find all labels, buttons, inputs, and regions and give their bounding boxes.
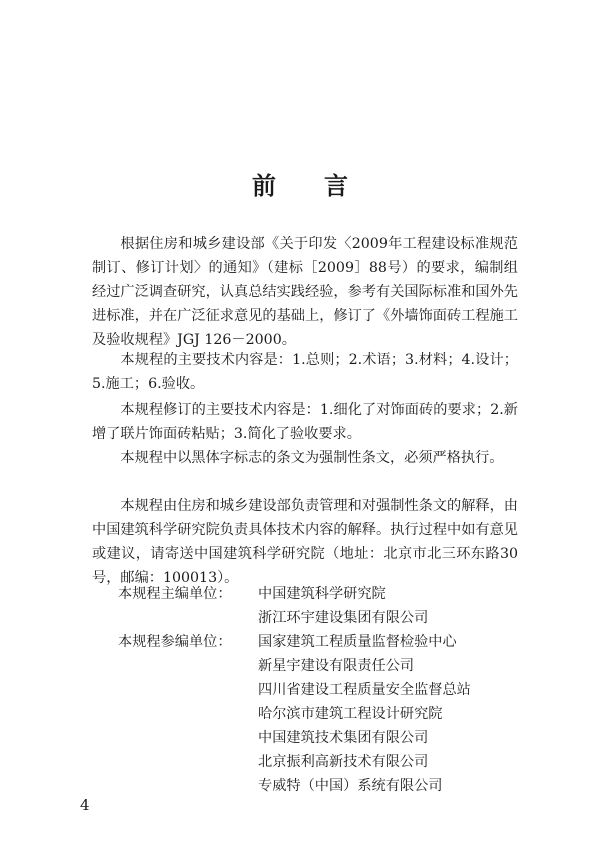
- participating-unit-3: 四川省建设工程质量安全监督总站: [258, 682, 471, 698]
- page-number: 4: [80, 796, 90, 814]
- participating-unit-4: 哈尔滨市建筑工程设计研究院: [258, 706, 443, 722]
- participating-unit-7: 专威特（中国）系统有限公司: [258, 778, 443, 794]
- paragraph-1: 根据住房和城乡建设部《关于印发〈2009年工程建设标准规范制订、修订计划〉的通知》（建标［2009］88号）的要求，编制组经过广泛调查研究，认真总结实践经验，参考有关国际标准和国外先进标准，并在广泛征求意见的基础上，修订了《外墙饰面砖工程施工及验收规程》JGJ 126－2000。: [92, 236, 518, 348]
- paragraph-4: 本规程中以黑体字标志的条文为强制性条文，必须严格执行。: [120, 450, 504, 466]
- participating-unit-6: 北京振利高新技术有限公司: [258, 754, 429, 770]
- participating-unit-5: 中国建筑技术集团有限公司: [258, 730, 429, 746]
- participating-unit-2: 新星宇建设有限责任公司: [258, 658, 415, 674]
- paragraph-2: 本规程的主要技术内容是：1.总则；2.术语；3.材料；4.设计；5.施工；6.验收。: [92, 352, 518, 392]
- chief-unit-1: 中国建筑科学研究院: [258, 586, 386, 602]
- chief-unit-2: 浙江环宇建设集团有限公司: [258, 610, 429, 626]
- page-title: [0, 170, 600, 202]
- participating-units-label: 本规程参编单位：: [118, 634, 232, 650]
- title-char-1: 前: [252, 171, 276, 200]
- paragraph-3: 本规程修订的主要技术内容是：1.细化了对饰面砖的要求；2.新增了联片饰面砖粘贴；3.简化了验收要求。: [92, 402, 518, 442]
- participating-unit-1: 国家建筑工程质量监督检验中心: [258, 634, 457, 650]
- title-char-2: 言: [324, 171, 348, 200]
- chief-units-label: 本规程主编单位：: [118, 586, 232, 602]
- paragraph-5: 本规程由住房和城乡建设部负责管理和对强制性条文的解释，由中国建筑科学研究院负责具体技术内容的解释。执行过程中如有意见或建议，请寄送中国建筑科学研究院（地址：北京市北三环东路30号，邮编：100013）。: [92, 498, 518, 586]
